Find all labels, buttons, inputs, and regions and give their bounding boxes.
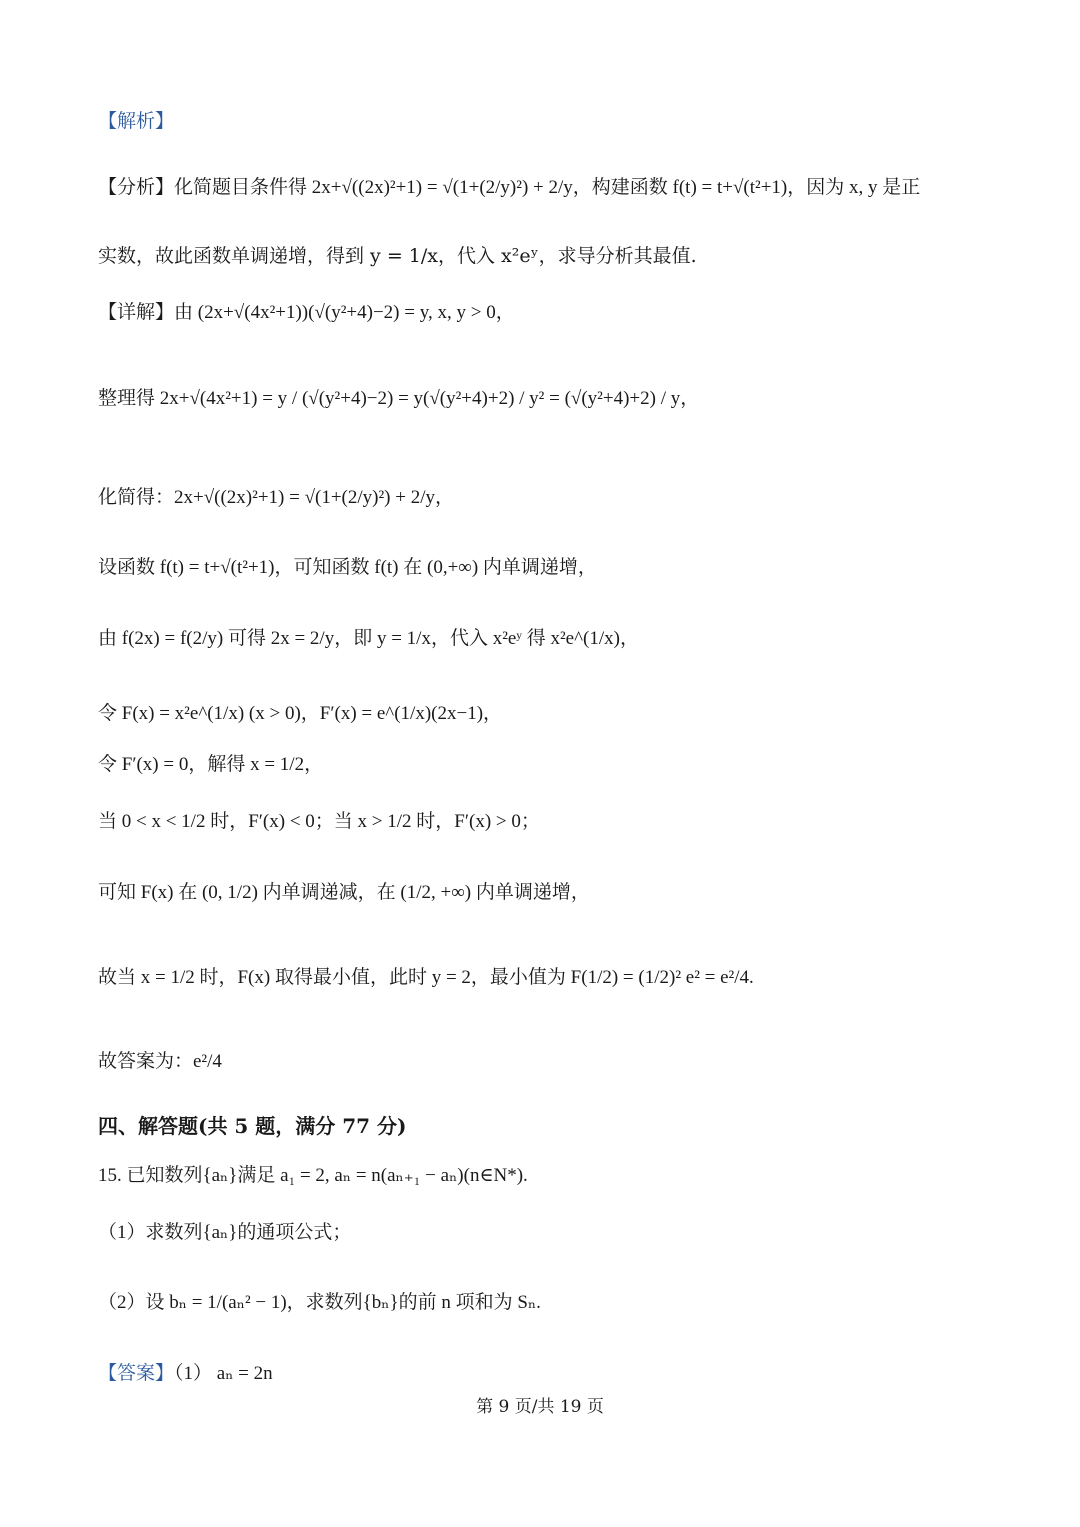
question-15: 15. 已知数列{aₙ}满足 a₁ = 2, aₙ = n(aₙ₊₁ − aₙ)(n∈N*). bbox=[98, 1165, 528, 1186]
analysis-paragraph-line2: 实数，故此函数单调递增，得到 y = 1/x，代入 x²eʸ，求导分析其最值. bbox=[98, 245, 697, 267]
answer-tag: 【答案】 bbox=[98, 1362, 175, 1384]
step-substitute: 由 f(2x) = f(2/y) 可得 2x = 2/y，即 y = 1/x，代入 x²eʸ 得 x²e^(1/x)， bbox=[98, 628, 639, 649]
detail-line1 bbox=[98, 299, 1020, 327]
analysis-paragraph-line1 bbox=[98, 174, 1020, 202]
analysis-text-1: 化简题目条件得 2x+√((2x)²+1) = √(1+(2/y)²) + 2/y，构建函数 f(t) = t+√(t²+1)，因为 x, y 是正 bbox=[174, 177, 921, 198]
section-heading: 四、解答题(共 5 题，满分 77 分) bbox=[98, 1114, 407, 1138]
question-15-part2: （2）设 bₙ = 1/(aₙ² − 1)，求数列{bₙ}的前 n 项和为 Sₙ. bbox=[98, 1292, 541, 1313]
answer-line bbox=[98, 1360, 1020, 1388]
answer-part1: （1） aₙ = 2n bbox=[174, 1363, 273, 1384]
step-minimum: 故当 x = 1/2 时，F(x) 取得最小值，此时 y = 2，最小值为 F(1/2) = (1/2)² e² = e²/4. bbox=[98, 967, 754, 988]
detail-text-1: 由 (2x+√(4x²+1))(√(y²+4)−2) = y, x, y > 0， bbox=[174, 302, 515, 323]
detail-label: 【详解】 bbox=[98, 301, 175, 323]
step-function: 设函数 f(t) = t+√(t²+1)，可知函数 f(t) 在 (0,+∞) 内单调递增， bbox=[98, 557, 597, 578]
step-simplify: 化简得：2x+√((2x)²+1) = √(1+(2/y)²) + 2/y， bbox=[98, 487, 454, 508]
step-reorganize: 整理得 2x+√(4x²+1) = y / (√(y²+4)−2) = y(√(y²+4)+2) / y² = (√(y²+4)+2) / y， bbox=[98, 388, 700, 409]
step-answer: 故答案为：e²/4 bbox=[98, 1051, 222, 1072]
page-footer: 第 9 页/共 19 页 bbox=[476, 1397, 604, 1417]
analysis-label: 【分析】 bbox=[98, 176, 175, 198]
step-zero: 令 F′(x) = 0，解得 x = 1/2， bbox=[98, 754, 324, 775]
question-15-part1: （1）求数列{aₙ}的通项公式； bbox=[98, 1222, 352, 1243]
analysis-tag: 【解析】 bbox=[98, 110, 175, 132]
step-monotone: 可知 F(x) 在 (0, 1/2) 内单调递减，在 (1/2, +∞) 内单调递增， bbox=[98, 882, 590, 903]
step-sign: 当 0 < x < 1/2 时，F′(x) < 0；当 x > 1/2 时，F′(x) > 0； bbox=[98, 811, 540, 832]
step-define-F: 令 F(x) = x²e^(1/x) (x > 0)，F′(x) = e^(1/x)(2x−1)， bbox=[98, 703, 503, 724]
